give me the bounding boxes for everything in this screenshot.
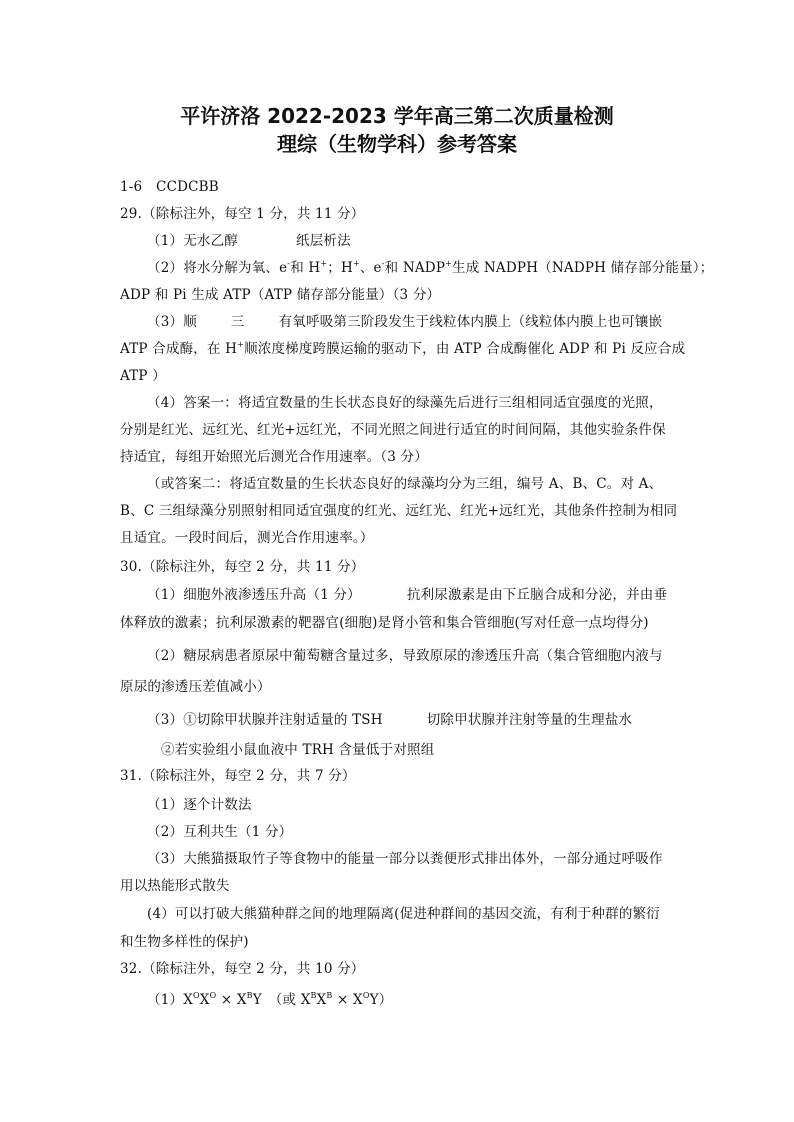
title-line-2: 理综（生物学科）参考答案	[277, 132, 517, 156]
text: 顺浓度梯度跨膜运输的驱动下，由 ATP 合成酶催化 ADP 和 Pi 反应合成	[244, 341, 686, 357]
text: × X	[332, 992, 363, 1008]
superscript: +	[445, 258, 453, 268]
mc-answers: 1-6 CCDCBB	[120, 179, 219, 195]
q29-answer-4-line3: 持适宜，每组开始照光后测光合作用速率。（3 分）	[120, 449, 428, 465]
text: （1）X	[147, 992, 193, 1008]
q29-answer-3-line2	[120, 337, 685, 357]
text: × X	[216, 992, 247, 1008]
q30-answer-3-line1	[147, 708, 632, 728]
q31-answer-4-line1: (4）可以打破大熊猫种群之间的地理隔离(促进种群间的基因交流，有利于种群的繁衍	[147, 906, 660, 922]
q30-answer-1-line2: 体释放的激素；抗利尿激素的靶器官(细胞)是肾小管和集合管细胞(写对任意一点均得分)	[120, 615, 649, 631]
text: ATP 合成酶，在 H	[120, 341, 238, 357]
text: 切除甲状腺并注射等量的生理盐水	[426, 712, 633, 728]
text: 和 H	[290, 260, 321, 276]
text: （1）细胞外液渗透压升高（1 分）	[147, 587, 361, 603]
q29-answer-4b-line1: （或答案二：将适宜数量的生长状态良好的绿藻均分为三组，编号 A、B、C。对 A、	[147, 476, 663, 492]
superscript: -	[381, 258, 385, 268]
q29-answer-4b-line3: 且适宜。一段时间后，测光合作用速率。）	[120, 530, 374, 546]
q29-answer-4-line1: （4）答案一：将适宜数量的生长状态良好的绿藻先后进行三组相同适宜强度的光照，	[147, 395, 663, 411]
text: （3）顺	[147, 314, 197, 330]
q29-answer-4b-line2: B、C 三组绿藻分别照射相同适宜强度的红光、远红光、红光+远红光，其他条件控制为相同	[120, 503, 678, 519]
q30-answer-2-line1: （2）糖尿病患者原尿中葡萄糖含量过多，导致原尿的渗透压升高（集合管细胞内液与	[147, 648, 663, 664]
text: X	[316, 992, 327, 1008]
text: 抗利尿激素是由下丘脑合成和分泌，并由垂	[406, 587, 668, 603]
superscript: +	[352, 258, 360, 268]
superscript: +	[320, 258, 328, 268]
q29-answer-3-line1	[147, 310, 662, 330]
q31-answer-3-line1: （3）大熊猫摄取竹子等食物中的能量一部分以粪便形式排出体外，一部分通过呼吸作	[147, 851, 663, 867]
q31-answer-4-line2: 和生物多样性的保护)	[120, 934, 249, 950]
q31-answer-3-line2: 用以热能形式散失	[120, 878, 230, 894]
q29-answer-4-line2: 分别是红光、远红光、红光+远红光，不同光照之间进行适宜的时间间隔，其他实验条件保	[120, 422, 666, 438]
q30-answer-2-line2: 原尿的渗透压差值减小）	[120, 679, 271, 695]
text: 、e	[359, 260, 382, 276]
text: Y）	[369, 992, 393, 1008]
q29-a1-part1: （1）无水乙醇	[147, 233, 238, 249]
text: 和 NADP	[384, 260, 446, 276]
q29-answer-3-line3: ATP ）	[120, 368, 166, 384]
q29-answer-2-line2: ADP 和 Pi 生成 ATP（ATP 储存部分能量）（3 分）	[120, 287, 441, 303]
q30-answer-3-line2: ②若实验组小鼠血液中 TRH 含量低于对照组	[161, 742, 435, 758]
text: 有氧呼吸第三阶段发生于线粒体内膜上（线粒体内膜上也可镶嵌	[278, 314, 663, 330]
q29-answer-2-line1	[147, 256, 713, 276]
superscript: B	[326, 990, 333, 1000]
text: X	[199, 992, 210, 1008]
superscript: O	[209, 990, 217, 1000]
q29-heading: 29.（除标注外，每空 1 分，共 11 分）	[120, 206, 365, 222]
superscript: O	[362, 990, 370, 1000]
superscript: B	[246, 990, 253, 1000]
q31-answer-1: （1）逐个计数法	[147, 797, 252, 813]
q29-answer-1	[147, 229, 351, 249]
text: 生成 NADPH（NADPH 储存部分能量）；	[452, 260, 714, 276]
superscript: -	[287, 258, 291, 268]
title-line-1: 平许济洛 2022-2023 学年高三第二次质量检测	[180, 104, 614, 128]
superscript: +	[237, 339, 245, 349]
q31-answer-2: （2）互利共生（1 分）	[147, 824, 293, 840]
q31-heading: 31.（除标注外，每空 2 分，共 7 分）	[120, 768, 356, 784]
text: Y （或 X	[252, 992, 311, 1008]
superscript: B	[310, 990, 317, 1000]
q32-answer-1	[147, 988, 392, 1008]
q29-a1-part2: 纸层析法	[296, 233, 351, 249]
text: （2）将水分解为氧、e	[147, 260, 288, 276]
superscript: O	[193, 990, 200, 1000]
text: 三	[230, 314, 245, 330]
q30-answer-1-line1	[147, 583, 667, 603]
q32-heading: 32.（除标注外，每空 2 分，共 10 分）	[120, 961, 365, 977]
text: ；H	[327, 260, 353, 276]
text: （3）①切除甲状腺并注射适量的 TSH	[147, 712, 383, 728]
q30-heading: 30.（除标注外，每空 2 分，共 11 分）	[120, 559, 365, 575]
